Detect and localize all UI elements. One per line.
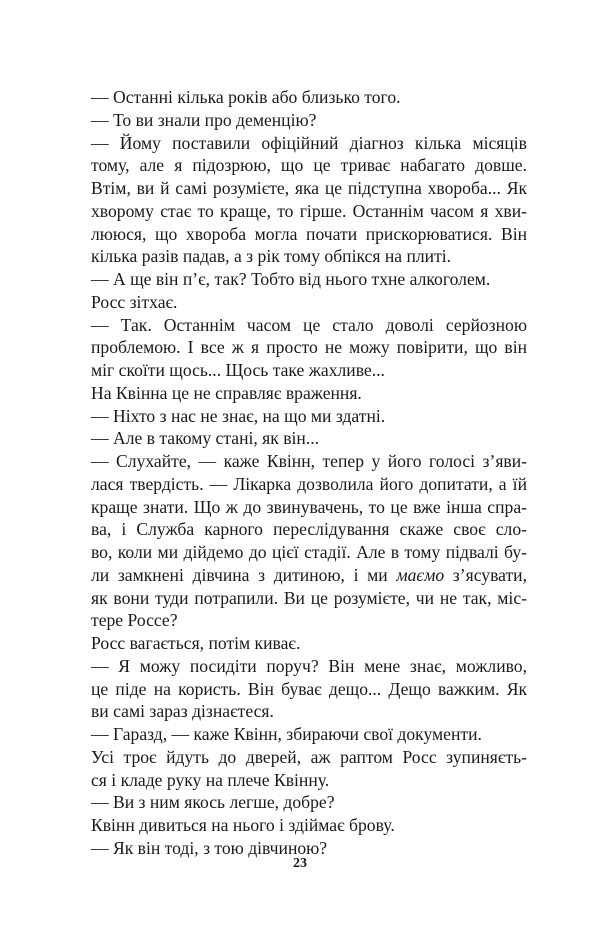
text-line: ви самі зараз дізнаєтеся. (91, 701, 274, 722)
text-segment: ли замкнені дівчина з дитиною, і ми (91, 564, 397, 585)
text-line: ся і кладе руку на плече Квінну. (91, 769, 330, 790)
text-line: — То ви знали про деменцію? (91, 109, 317, 130)
text-line-with-emphasis (91, 564, 527, 587)
text-line: Росс вагається, потім киває. (91, 633, 301, 653)
text-line: — Останні кілька років або близько того. (91, 87, 401, 107)
text-line: кілька разів падав, а з рік тому обпікся на плиті. (91, 246, 452, 267)
text-line: хворому стає то краще, то гірше. Останнім часом я хви- (91, 200, 527, 221)
text-line: — Я можу посидіти поруч? Він мене знає, можливо, (91, 655, 527, 676)
text-line: Квінн дивиться на нього і здіймає брову. (91, 815, 395, 835)
text-line: Усі троє йдуть до дверей, аж раптом Росс зупиняєть- (91, 746, 527, 767)
text-line: як вони туди потрапили. Ви це розумієте, чи не так, міс- (91, 587, 527, 608)
text-line: — Ніхто з нас не знає, на що ми здатні. (91, 405, 386, 426)
text-line: На Квінна це не справляє враження. (91, 382, 362, 403)
text-line: — Але в такому стані, як він... (91, 428, 320, 449)
text-line: краще знати. Що ж до звинувачень, то це вже інша спра- (91, 496, 527, 517)
text-line: Росс зітхає. (91, 291, 178, 312)
text-line: — Як він тоді, з тою дівчиною? (91, 837, 328, 858)
text-line: міг скоїти щось... Щось таке жахливе... (91, 360, 385, 380)
body-text (91, 86, 527, 860)
emphasis-word: маємо (396, 564, 445, 585)
text-line: — Ви з ним якось легше, добре? (91, 792, 335, 813)
text-segment: з’ясувати, (444, 564, 527, 585)
text-line: — Йому поставили офіційний діагноз кілька місяців (91, 132, 527, 153)
text-line: во, коли ми дійдемо до цієї стадії. Але в тому підвалі бу- (91, 542, 527, 562)
text-line: — А ще він п’є, так? Тобто від нього тхне алкоголем. (91, 269, 491, 289)
text-line: тому, але я підозрюю, що це триває набагато довше. (91, 155, 527, 176)
text-line: — Слухайте, — каже Квінн, тепер у його голосі з’яви- (91, 451, 527, 471)
text-line: ва, і Служба карного переслідування скаже своє сло- (91, 519, 527, 540)
text-line: лася твердість. — Лікарка дозволила його допитати, а їй (91, 473, 527, 494)
text-line: тере Россе? (91, 610, 178, 631)
text-line: проблемою. І все ж я просто не можу повірити, що він (91, 337, 527, 358)
text-line: Втім, ви й самі розумієте, яка це підступна хвороба... Як (91, 178, 527, 198)
page-number: 23 (293, 856, 307, 871)
text-line: це піде на користь. Він буває дещо... Дещо важким. Як (91, 678, 527, 699)
text-line: — Так. Останнім часом це стало доволі серйозною (91, 314, 527, 335)
text-line: лююся, що хвороба могла почати прискорюватися. Він (91, 223, 527, 244)
text-line: — Гаразд, — каже Квінн, збираючи свої документи. (91, 724, 482, 744)
